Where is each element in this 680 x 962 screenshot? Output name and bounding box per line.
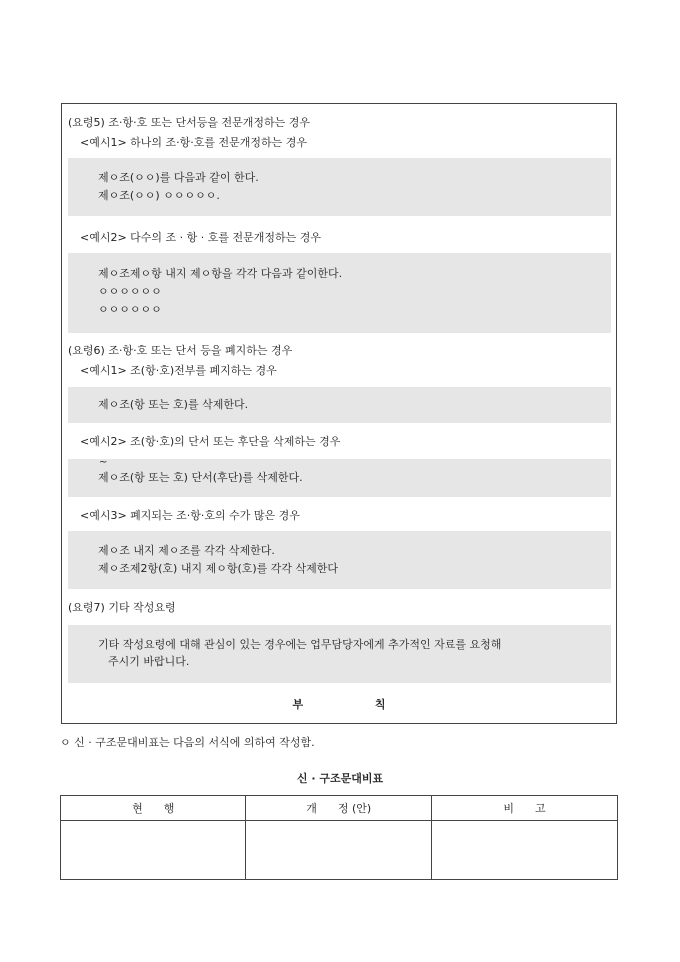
example-line: 제ㅇ조(항 또는 호)를 삭제한다. — [98, 398, 249, 411]
rule7-box — [68, 625, 611, 683]
rule6-example2-label: <예시2> 조(항·호)의 단서 또는 후단을 삭제하는 경우 — [80, 435, 341, 448]
rule6-example1-label: <예시1> 조(항·호)전부를 폐지하는 경우 — [80, 364, 277, 377]
example-line: 제ㅇ조 내지 제ㅇ조를 각각 삭제한다. — [98, 544, 275, 557]
rule6-example3-label: <예시3> 폐지되는 조·항·호의 수가 많은 경우 — [80, 509, 300, 522]
example-line: ㅇㅇㅇㅇㅇㅇ — [98, 303, 162, 316]
example-line: 제ㅇ조(ㅇㅇ) ㅇㅇㅇㅇㅇ. — [98, 189, 220, 202]
appendix-char-1: 부 — [292, 698, 304, 711]
tilde-mark: ~ — [99, 457, 108, 468]
rule5-example1-label: <예시1> 하나의 조·항·호를 전문개정하는 경우 — [80, 136, 308, 149]
cell-amendment[interactable] — [246, 821, 431, 880]
rule6-example1-box — [68, 387, 611, 423]
example-line: 제ㅇ조(ㅇㅇ)를 다음과 같이 한다. — [98, 171, 259, 184]
rule5-title: (요령5) 조·항·호 또는 단서등을 전문개정하는 경우 — [68, 116, 310, 129]
appendix-char-2: 칙 — [374, 698, 386, 711]
comparison-table — [60, 795, 618, 880]
example-line: 제ㅇ조제ㅇ항 내지 제ㅇ항을 각각 다음과 같이한다. — [98, 267, 343, 280]
rule7-text — [98, 636, 603, 670]
header-remarks: 비 고 — [431, 796, 617, 821]
example-line: 제ㅇ조(항 또는 호) 단서(후단)를 삭제한다. — [98, 471, 303, 484]
rule6-title: (요령6) 조·항·호 또는 단서 등을 폐지하는 경우 — [68, 344, 293, 357]
rule5-example1-box — [68, 158, 611, 216]
example-line: 제ㅇ조제2항(호) 내지 제ㅇ항(호)를 각각 삭제한다 — [98, 562, 339, 575]
example-line: ㅇㅇㅇㅇㅇㅇ — [98, 285, 162, 298]
table-header-row — [61, 796, 618, 821]
rule7-line2: 주시기 바랍니다. — [108, 655, 190, 668]
form-note: ㅇ 신 · 구조문대비표는 다음의 서식에 의하여 작성함. — [60, 736, 315, 749]
rule5-example2-box — [68, 253, 611, 333]
rule7-line1: 기타 작성요령에 대해 관심이 있는 경우에는 업무담당자에게 추가적인 자료를 요청해 — [98, 638, 502, 651]
rule6-example2-box — [68, 459, 611, 497]
rule6-example3-box — [68, 531, 611, 589]
header-amendment: 개 정 (안) — [246, 796, 431, 821]
cell-remarks[interactable] — [431, 821, 617, 880]
rule7-title: (요령7) 기타 작성요령 — [68, 601, 176, 614]
table-row — [61, 821, 618, 880]
guideline-box — [61, 103, 617, 724]
comparison-table-title: 신 · 구조문대비표 — [296, 772, 384, 785]
rule5-example2-label: <예시2> 다수의 조 · 항 · 호를 전문개정하는 경우 — [80, 231, 322, 244]
header-current: 현 행 — [61, 796, 246, 821]
cell-current[interactable] — [61, 821, 246, 880]
appendix-heading — [62, 696, 616, 712]
